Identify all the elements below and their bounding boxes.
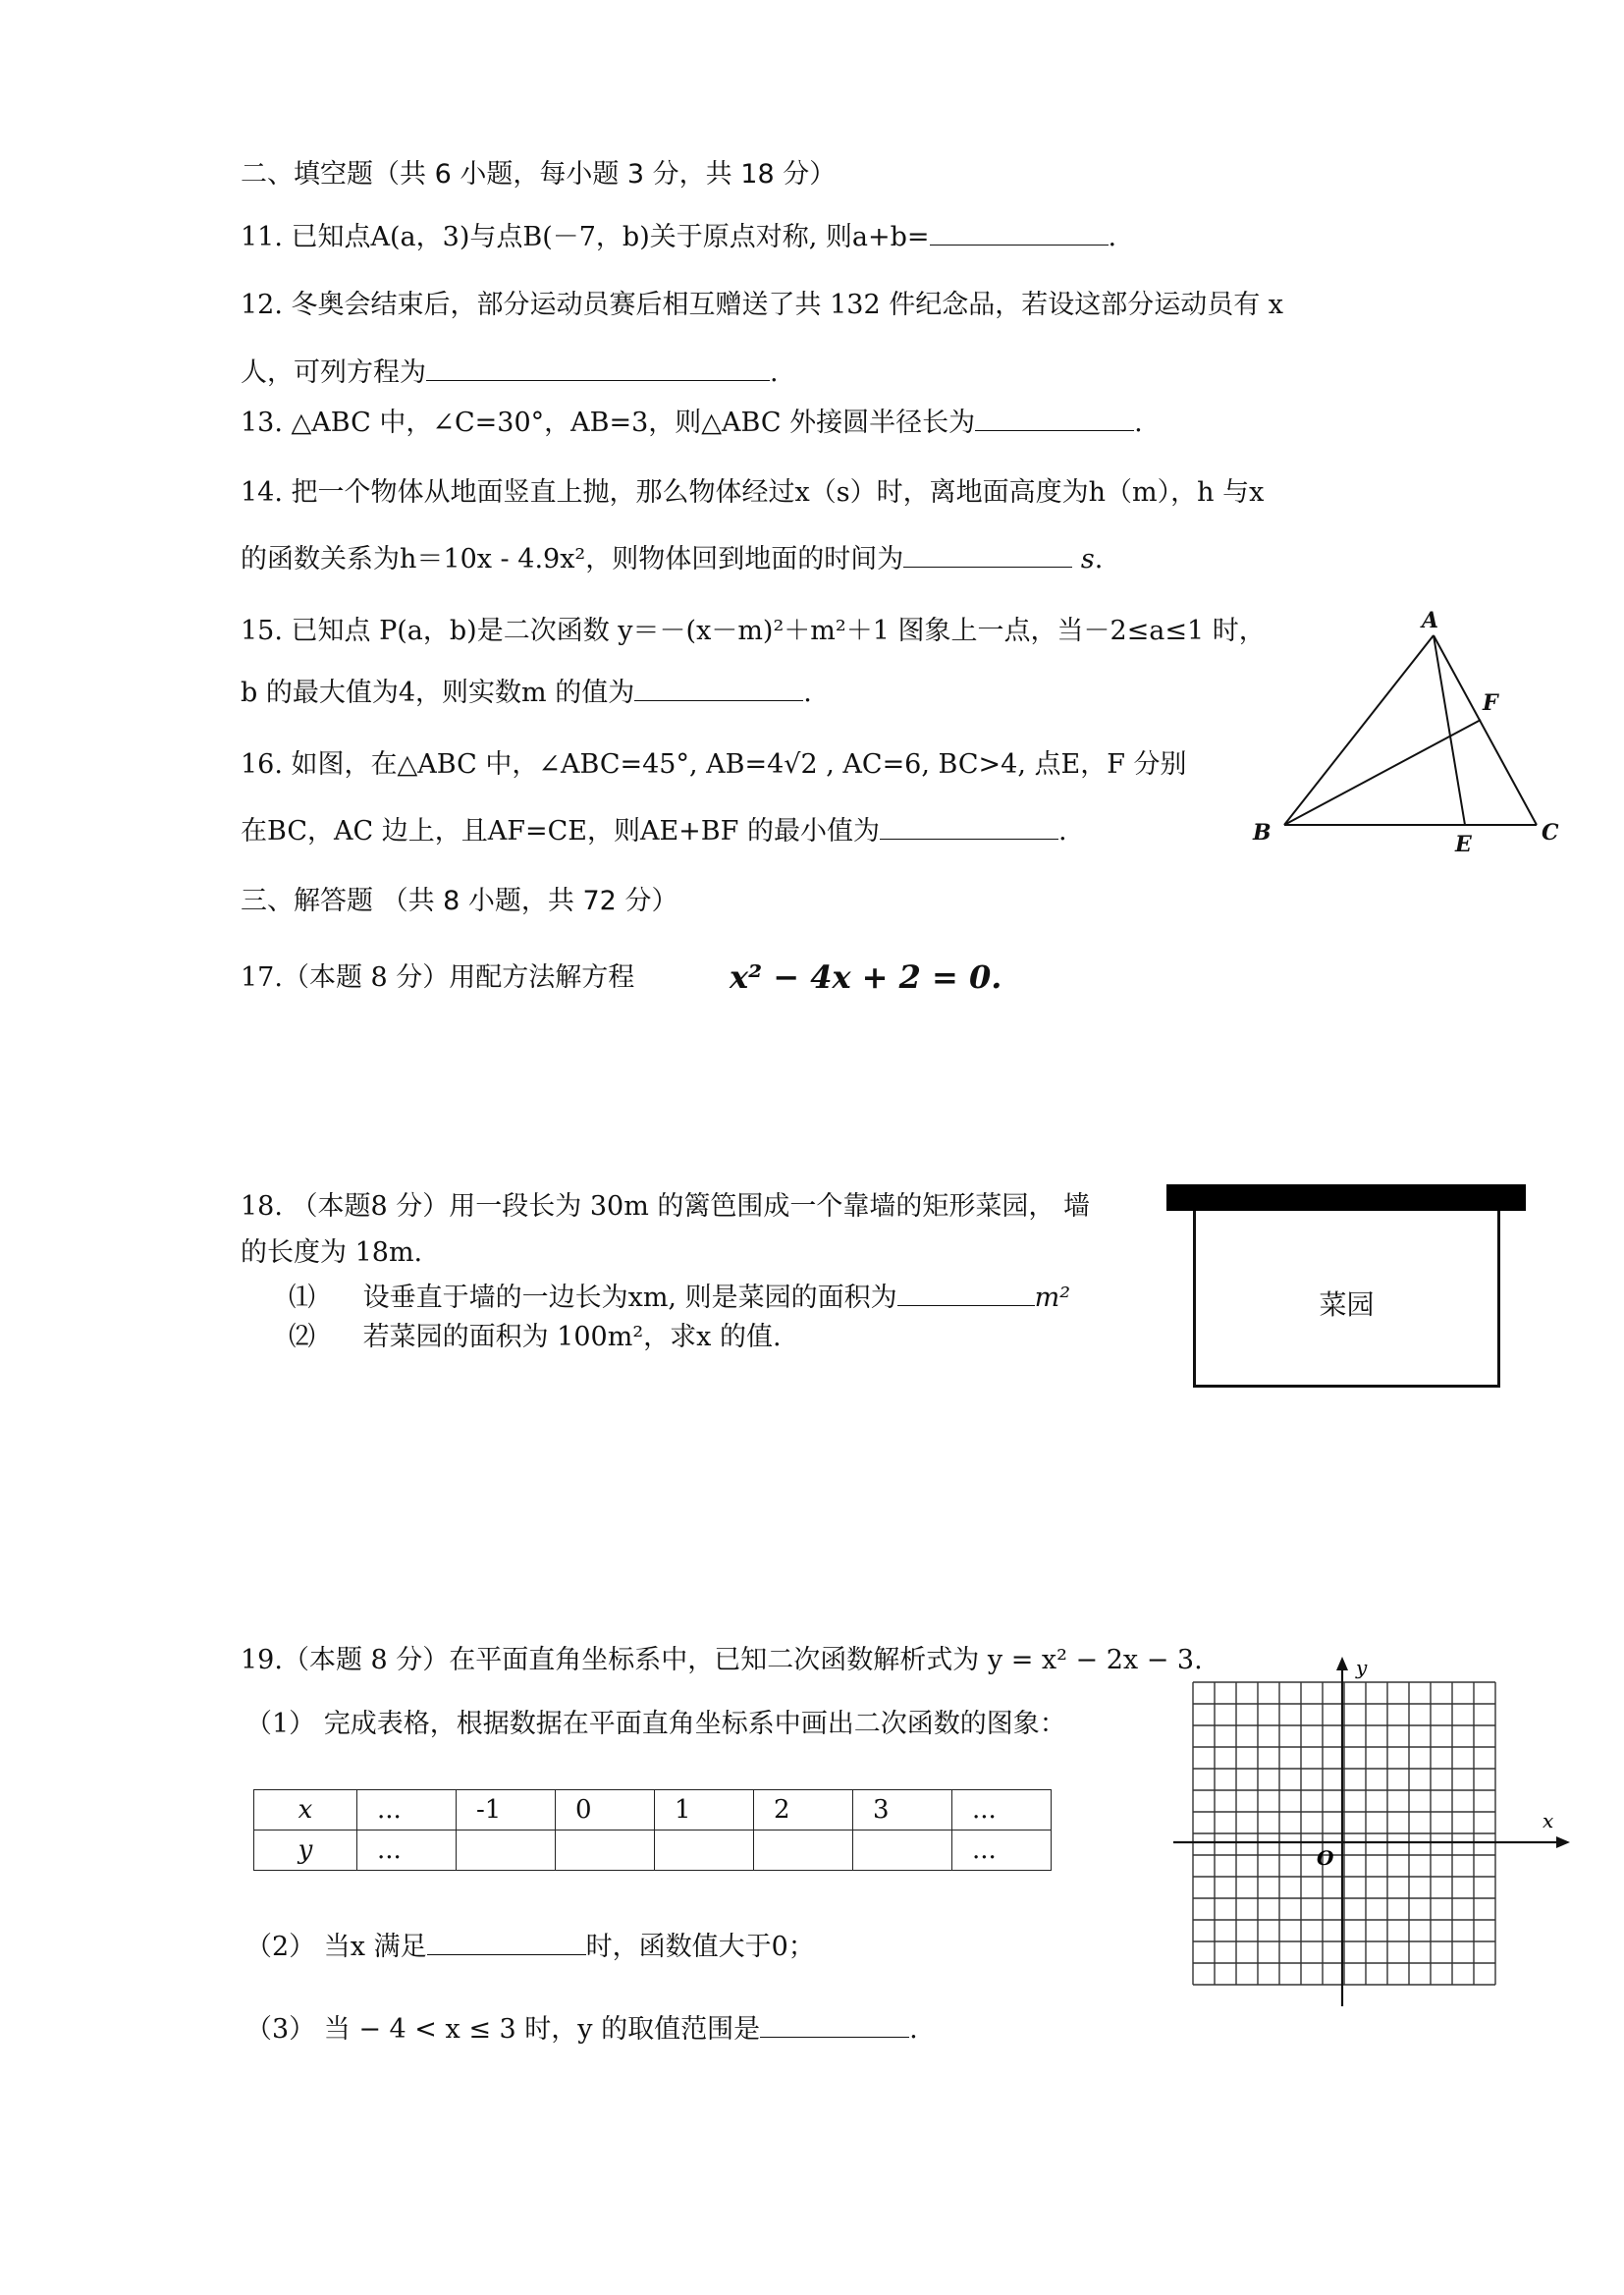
answer-blank-12[interactable] (426, 356, 770, 381)
question-14-end: . (1094, 544, 1104, 574)
table-cell-input[interactable] (754, 1831, 853, 1871)
question-12-end: . (770, 357, 779, 388)
answer-blank-13[interactable] (975, 407, 1134, 431)
question-19-part2 (245, 1931, 815, 1960)
answer-blank-16[interactable] (880, 815, 1058, 840)
table-cell: 3 (853, 1790, 952, 1831)
y-axis-label: y (1356, 1656, 1368, 1679)
y-axis-arrow (1336, 1657, 1348, 1670)
question-14-text: 的函数关系为h＝10x - 4.9x²，则物体回到地面的时间为 (241, 544, 904, 574)
question-13-text: 13. △ABC 中，∠C=30°，AB=3，则△ABC 外接圆半径长为 (241, 408, 976, 438)
segment-bf (1284, 720, 1481, 825)
question-19-part3 (245, 2013, 918, 2043)
question-17-equation: x² − 4x + 2 = 0. (730, 958, 1002, 996)
part1-marker: ⑴ (289, 1283, 315, 1313)
question-11 (241, 221, 1116, 250)
question-13 (241, 407, 1143, 436)
table-cell: ... (357, 1790, 457, 1831)
question-12-line1: 12. 冬奥会结束后，部分运动员赛后相互赠送了共 132 件纪念品，若设这部分运动员有 x (241, 290, 1284, 320)
garden-label: 菜园 (1319, 1288, 1375, 1321)
part3-end: . (909, 2014, 918, 2045)
table-cell: -1 (457, 1790, 556, 1831)
question-16-line2 (241, 815, 1067, 845)
side-ab (1284, 635, 1434, 825)
section-heading-solutions: 三、解答题 （共 8 小题，共 72 分） (241, 886, 678, 916)
x-axis-label: x (1543, 1809, 1554, 1832)
question-15-end: . (803, 678, 812, 708)
question-13-end: . (1134, 408, 1143, 438)
answer-blank-15[interactable] (634, 677, 803, 701)
part1-text: 设垂直于墙的一边长为xm, 则是菜园的面积为 (362, 1283, 897, 1313)
answer-blank-18[interactable] (897, 1282, 1035, 1306)
table-cell: 1 (655, 1790, 754, 1831)
label-e: E (1455, 832, 1472, 857)
question-11-end: . (1108, 222, 1117, 252)
triangle-figure (1237, 604, 1571, 859)
question-18-part2 (289, 1324, 782, 1350)
part2-marker: ⑵ (289, 1322, 315, 1352)
question-17 (241, 964, 634, 991)
section-heading-fill-in: 二、填空题（共 6 小题，每小题 3 分，共 18 分） (241, 159, 837, 190)
table-row-x (254, 1790, 1052, 1831)
question-16-line1: 16. 如图，在△ABC 中，∠ABC=45°, AB=4√2 , AC=6, BC>4, 点E，F 分别 (241, 749, 1187, 780)
label-c: C (1542, 820, 1559, 846)
question-14-line2 (241, 543, 1103, 573)
question-16-end: . (1057, 816, 1067, 847)
table-cell-input[interactable] (853, 1831, 952, 1871)
part2-text-b: 时，函数值大于0； (585, 1932, 815, 1962)
answer-blank-11[interactable] (930, 221, 1109, 246)
question-15-line1: 15. 已知点 P(a，b)是二次函数 y＝－(x－m)²＋m²＋1 图象上一点，当－2≤a≤1 时， (241, 616, 1266, 646)
part1-unit: m² (1034, 1283, 1071, 1313)
table-cell: ... (952, 1831, 1052, 1871)
table-cell: 2 (754, 1790, 853, 1831)
answer-blank-19-2[interactable] (427, 1931, 586, 1955)
table-cell-input[interactable] (556, 1831, 655, 1871)
question-12-text: 人，可列方程为 (241, 357, 426, 388)
question-16-text: 在BC，AC 边上，且AF=CE，则AE+BF 的最小值为 (241, 816, 880, 847)
part2-text: 若菜园的面积为 100m²，求x 的值. (362, 1322, 782, 1352)
wall-bar (1166, 1184, 1526, 1211)
value-table (253, 1789, 1052, 1871)
x-axis-arrow (1556, 1836, 1570, 1848)
table-cell-input[interactable] (457, 1831, 556, 1871)
coordinate-grid[interactable] (1173, 1655, 1576, 2018)
question-18-part1 (289, 1282, 1070, 1311)
question-18-line1: 18. （本题8 分）用一段长为 30m 的篱笆围成一个靠墙的矩形菜园， 墙 (241, 1191, 1090, 1222)
question-15-text: b 的最大值为4，则实数m 的值为 (241, 678, 635, 708)
question-15-line2 (241, 677, 812, 706)
part2-text-a: （2） 当x 满足 (245, 1932, 427, 1962)
answer-blank-14[interactable] (903, 543, 1072, 568)
question-17-text: 17.（本题 8 分）用配方法解方程 (241, 962, 635, 993)
table-cell-input[interactable] (655, 1831, 754, 1871)
part3-text: （3） 当 − 4 < x ≤ 3 时，y 的取值范围是 (245, 2014, 761, 2045)
table-cell: x (254, 1790, 357, 1831)
origin-label: O (1317, 1846, 1334, 1870)
table-cell: 0 (556, 1790, 655, 1831)
question-11-text: 11. 已知点A(a，3)与点B(－7，b)关于原点对称, 则a+b= (241, 222, 930, 252)
label-b: B (1253, 820, 1272, 846)
question-19-part1: （1） 完成表格，根据数据在平面直角坐标系中画出二次函数的图象： (245, 1709, 1066, 1739)
table-cell: ... (357, 1831, 457, 1871)
question-12-line2 (241, 356, 779, 386)
label-f: F (1483, 690, 1498, 716)
question-14-line1: 14. 把一个物体从地面竖直上抛，那么物体经过x（s）时，离地面高度为h（m），h 与x (241, 477, 1265, 508)
table-cell: y (254, 1831, 357, 1871)
question-18-line2: 的长度为 18m. (241, 1237, 423, 1268)
question-14-unit: s (1080, 544, 1095, 574)
question-19-header: 19.（本题 8 分）在平面直角坐标系中，已知二次函数解析式为 y = x² − 2x − 3. (241, 1645, 1203, 1675)
table-row-y (254, 1831, 1052, 1871)
answer-blank-19-3[interactable] (760, 2013, 909, 2038)
label-a: A (1422, 608, 1439, 633)
table-cell: ... (952, 1790, 1052, 1831)
garden-rectangle (1193, 1211, 1500, 1388)
